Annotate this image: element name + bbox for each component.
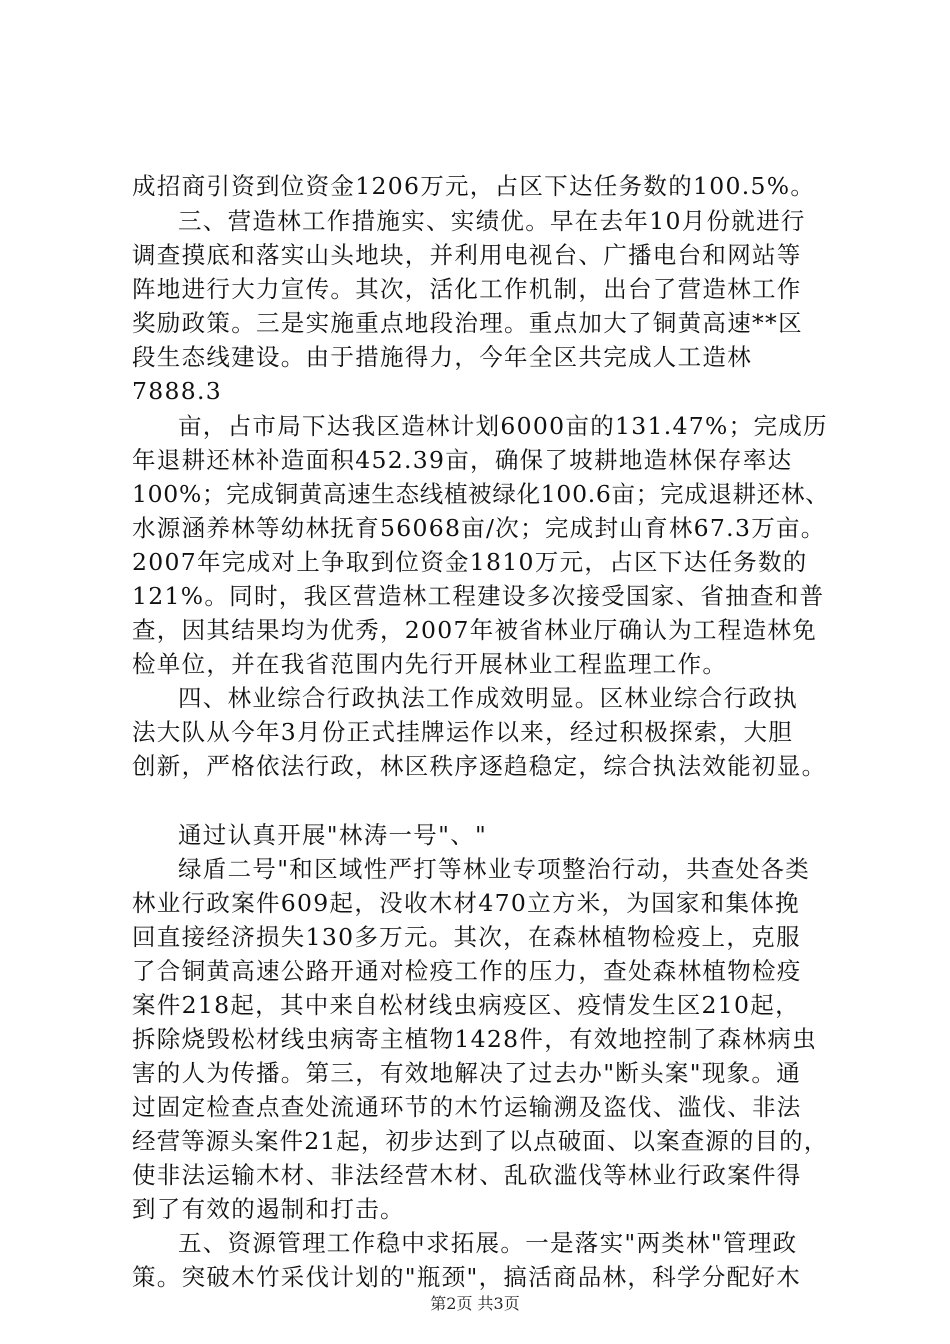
text-line: 策。突破木竹采伐计划的"瓶颈"，搞活商品林，科学分配好木: [132, 1263, 802, 1291]
text-line: 检单位，并在我省范围内先行开展林业工程监理工作。: [132, 650, 728, 678]
text-line: 过固定检查点查处流通环节的木竹运输溯及盗伐、滥伐、非法: [132, 1093, 802, 1121]
page-number-footer: 第2页 共3页: [430, 1294, 520, 1313]
text-line: 绿盾二号"和区域性严打等林业专项整治行动，共查处各类: [178, 855, 811, 883]
text-line: 三、营造林工作措施实、实绩优。早在去年10月份就进行: [178, 207, 806, 235]
text-line: 五、资源管理工作稳中求拓展。一是落实"两类林"管理政: [178, 1229, 798, 1257]
text-line: 法大队从今年3月份正式挂牌运作以来，经过积极探索，大胆: [132, 718, 794, 746]
text-line: 创新，严格依法行政，林区秩序逐趋稳定，综合执法效能初显。: [132, 752, 827, 780]
text-line: 2007年完成对上争取到位资金1810万元，占区下达任务数的: [132, 548, 808, 576]
text-line: 林业行政案件609起，没收木材470立方米，为国家和集体挽: [132, 889, 800, 917]
text-line: 案件218起，其中来自松材线虫病疫区、疫情发生区210起，: [132, 991, 800, 1019]
text-line: 使非法运输木材、非法经营木材、乱砍滥伐等林业行政案件得: [132, 1161, 802, 1189]
text-line: 拆除烧毁松材线虫病寄主植物1428件，有效地控制了森林病虫: [132, 1025, 818, 1053]
text-line: 四、林业综合行政执法工作成效明显。区林业综合行政执: [178, 684, 798, 712]
text-line: 亩，占市局下达我区造林计划6000亩的131.47%；完成历: [178, 412, 828, 440]
text-line: 7888.3: [132, 377, 223, 405]
text-line: 调查摸底和落实山头地块，并利用电视台、广播电台和网站等: [132, 241, 802, 269]
text-line: 回直接经济损失130多万元。其次，在森林植物检疫上，克服: [132, 923, 801, 951]
text-line: 害的人为传播。第三，有效地解决了过去办"断头案"现象。通: [132, 1059, 802, 1087]
text-line: 100%；完成铜黄高速生态线植被绿化100.6亩；完成退耕还林、: [132, 480, 830, 508]
text-line: 成招商引资到位资金1206万元，占区下达任务数的100.5%。: [132, 172, 816, 200]
text-line: 阵地进行大力宣传。其次，活化工作机制，出台了营造林工作: [132, 275, 802, 303]
text-line: 奖励政策。三是实施重点地段治理。重点加大了铜黄高速**区: [132, 309, 803, 337]
text-line: 经营等源头案件21起，初步达到了以点破面、以案查源的目的，: [132, 1127, 829, 1155]
text-line: 水源涵养林等幼林抚育56068亩/次；完成封山育林67.3万亩。: [132, 514, 826, 542]
text-line: 查，因其结果均为优秀，2007年被省林业厅确认为工程造林免: [132, 616, 818, 644]
text-line: 段生态线建设。由于措施得力，今年全区共完成人工造林: [132, 343, 752, 371]
text-line: 了合铜黄高速公路开通对检疫工作的压力，查处森林植物检疫: [132, 957, 802, 985]
text-line: 年退耕还林补造面积452.39亩，确保了坡耕地造林保存率达: [132, 446, 793, 474]
text-line: 到了有效的遏制和打击。: [132, 1195, 405, 1223]
text-line: 121%。同时，我区营造林工程建设多次接受国家、省抽查和普: [132, 582, 825, 610]
text-line: 通过认真开展"林涛一号"、": [178, 821, 488, 849]
